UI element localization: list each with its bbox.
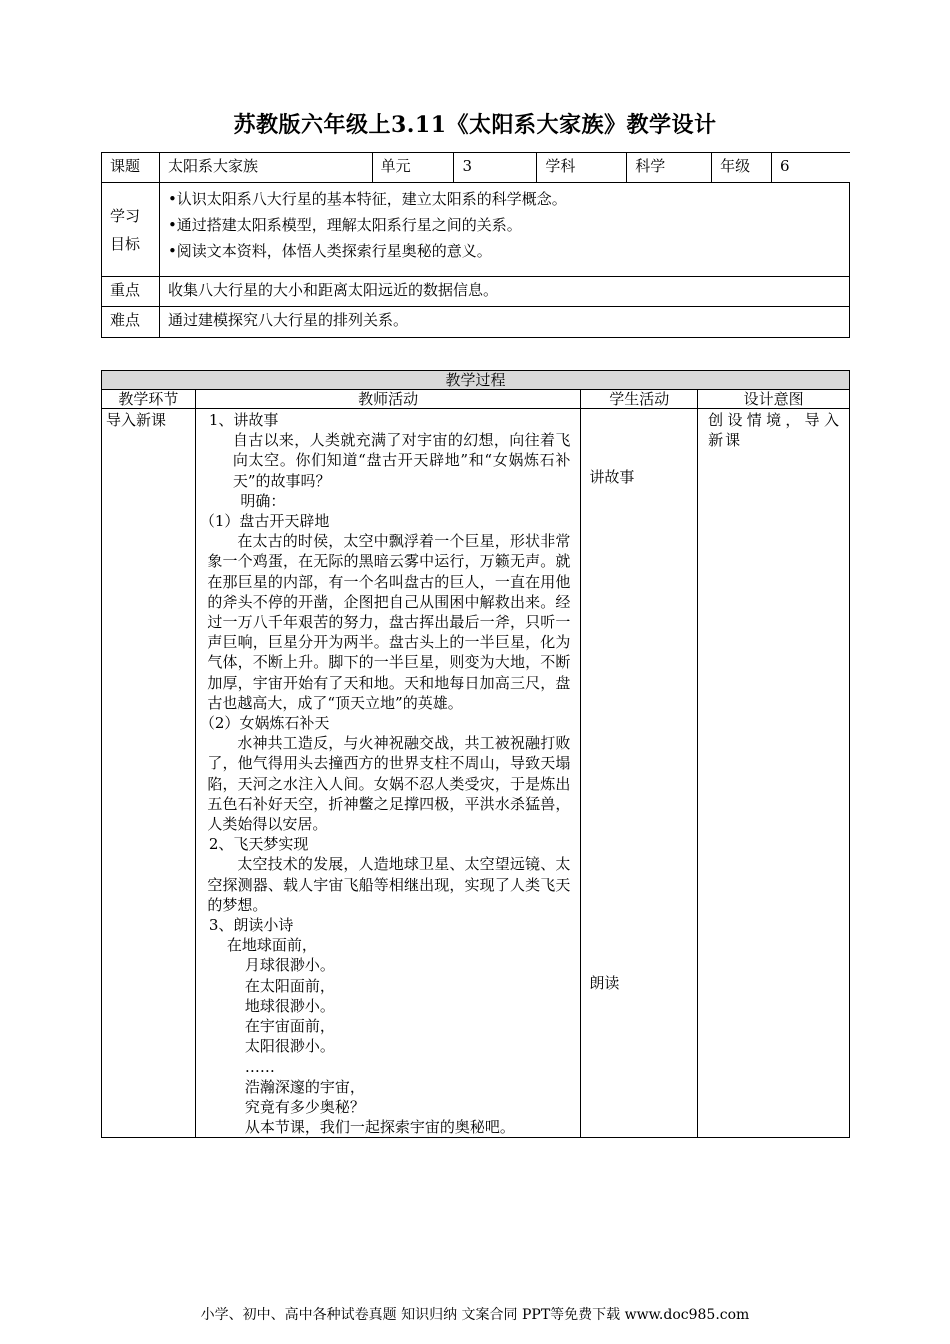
design-intent: 创设情境，导入新课 — [698, 409, 850, 1138]
topic-value: 太阳系大家族 — [159, 153, 372, 183]
paragraph: 水神共工造反，与火神祝融交战，共工被祝融打败了，他气得用头去撞西方的世界支柱不周山，导致天塌陷，天河之水注入人间。女娲不忍人类受灾，于是炼出五色石补好天空，折神鳖之足撑四极，平洪水杀猛兽，人类始得以安居。 — [207, 734, 571, 834]
paragraph: 太空技术的发展，人造地球卫星、太空望远镜、太空探测器、载人宇宙飞船等相继出现，实现了人类飞天的梦想。 — [207, 855, 571, 914]
header-teacher: 教师活动 — [195, 390, 580, 409]
process-caption: 教学过程 — [102, 371, 850, 390]
key-value: 收集八大行星的大小和距离太阳远近的数据信息。 — [159, 277, 849, 307]
info-row-goals — [102, 183, 850, 277]
header-intent: 设计意图 — [698, 390, 850, 409]
goal-item: •阅读文本资料，体悟人类探索行星奥秘的意义。 — [167, 242, 492, 260]
document-title: 苏教版六年级上3.11《太阳系大家族》教学设计 — [233, 112, 717, 138]
poem-line: 究竟有多少奥秘？ — [244, 1097, 365, 1116]
unit-value: 3 — [454, 153, 537, 183]
goal-item: •通过搭建太阳系模型，理解太阳系行星之间的关系。 — [167, 216, 522, 234]
goals-label-line-2: 目标 — [110, 234, 141, 253]
poem-line: 月球很渺小。 — [244, 956, 335, 975]
subject-value: 科学 — [627, 153, 712, 183]
info-table — [101, 152, 850, 338]
poem-line: 在太阳面前， — [244, 976, 335, 995]
teacher-activity — [195, 409, 580, 1138]
process-row-intro — [102, 409, 850, 1138]
goals-cell — [159, 183, 849, 277]
grade-value: 6 — [772, 153, 850, 183]
paragraph: 自古以来，人类就充满了对宇宙的幻想，向往着飞向太空。你们知道“盘古开天辟地”和“女娲炼石补天”的故事吗？ — [232, 431, 571, 490]
key-label: 重点 — [102, 277, 160, 307]
poem-line: 从本节课，我们一起探索宇宙的奥秘吧。 — [244, 1118, 515, 1137]
unit-label: 单元 — [372, 153, 454, 183]
paragraph: 明确： — [240, 491, 286, 510]
header-student: 学生活动 — [581, 390, 698, 409]
subheading: （2）女娲炼石补天 — [199, 714, 330, 733]
footer-text: 小学、初中、高中各种试卷真题 知识归纳 文案合同 PPT等免费下载 www.doc985.com — [200, 1307, 750, 1323]
topic-label: 课题 — [102, 153, 160, 183]
process-header-row — [102, 390, 850, 409]
process-caption-row — [102, 371, 850, 390]
header-stage: 教学环节 — [102, 390, 196, 409]
difficulty-value: 通过建模探究八大行星的排列关系。 — [159, 307, 849, 338]
poem-line: 浩瀚深邃的宇宙， — [244, 1077, 365, 1096]
goals-label-line-1: 学习 — [110, 206, 141, 225]
info-row-key — [102, 277, 850, 307]
difficulty-label: 难点 — [102, 307, 160, 338]
section-heading: 3、朗读小诗 — [208, 916, 294, 935]
section-heading: 2、飞天梦实现 — [208, 835, 309, 854]
poem-line: …… — [244, 1057, 275, 1076]
student-activity-story: 讲故事 — [589, 468, 635, 486]
process-table — [101, 370, 850, 1138]
poem-line: 在地球面前， — [226, 936, 317, 955]
goal-item: •认识太阳系八大行星的基本特征，建立太阳系的科学概念。 — [167, 190, 567, 208]
goals-label — [102, 183, 160, 277]
paragraph: 在太古的时侯，太空中飘浮着一个巨星，形状非常象一个鸡蛋，在无际的黑暗云雾中运行，万籁无声。就在那巨星的内部，有一个名叫盘古的巨人，一直在用他的斧头不停的开凿，企图把自己从围困中解救出来。经过一万八千年艰苦的努力，盘古挥出最后一斧，只听一声巨响，巨星分开为两半。盘古头上的一半巨星，化为气体，不断上升。脚下的一半巨星，则变为大地，不断加厚，宇宙开始有了天和地。天和地每日加高三尺，盘古也越高大，成了“顶天立地”的英雄。 — [207, 532, 571, 712]
poem-line: 在宇宙面前， — [244, 1017, 335, 1036]
info-row-meta — [102, 153, 850, 183]
stage-cell: 导入新课 — [102, 409, 196, 1138]
student-activity-read: 朗读 — [589, 974, 620, 992]
student-activity — [581, 409, 698, 1138]
section-heading: 1、讲故事 — [208, 411, 279, 429]
poem-line: 地球很渺小。 — [244, 996, 335, 1015]
subject-label: 学科 — [537, 153, 627, 183]
poem-line: 太阳很渺小。 — [244, 1037, 335, 1056]
info-row-difficulty — [102, 307, 850, 338]
subheading: （1）盘古开天辟地 — [199, 512, 330, 531]
grade-label: 年级 — [712, 153, 772, 183]
